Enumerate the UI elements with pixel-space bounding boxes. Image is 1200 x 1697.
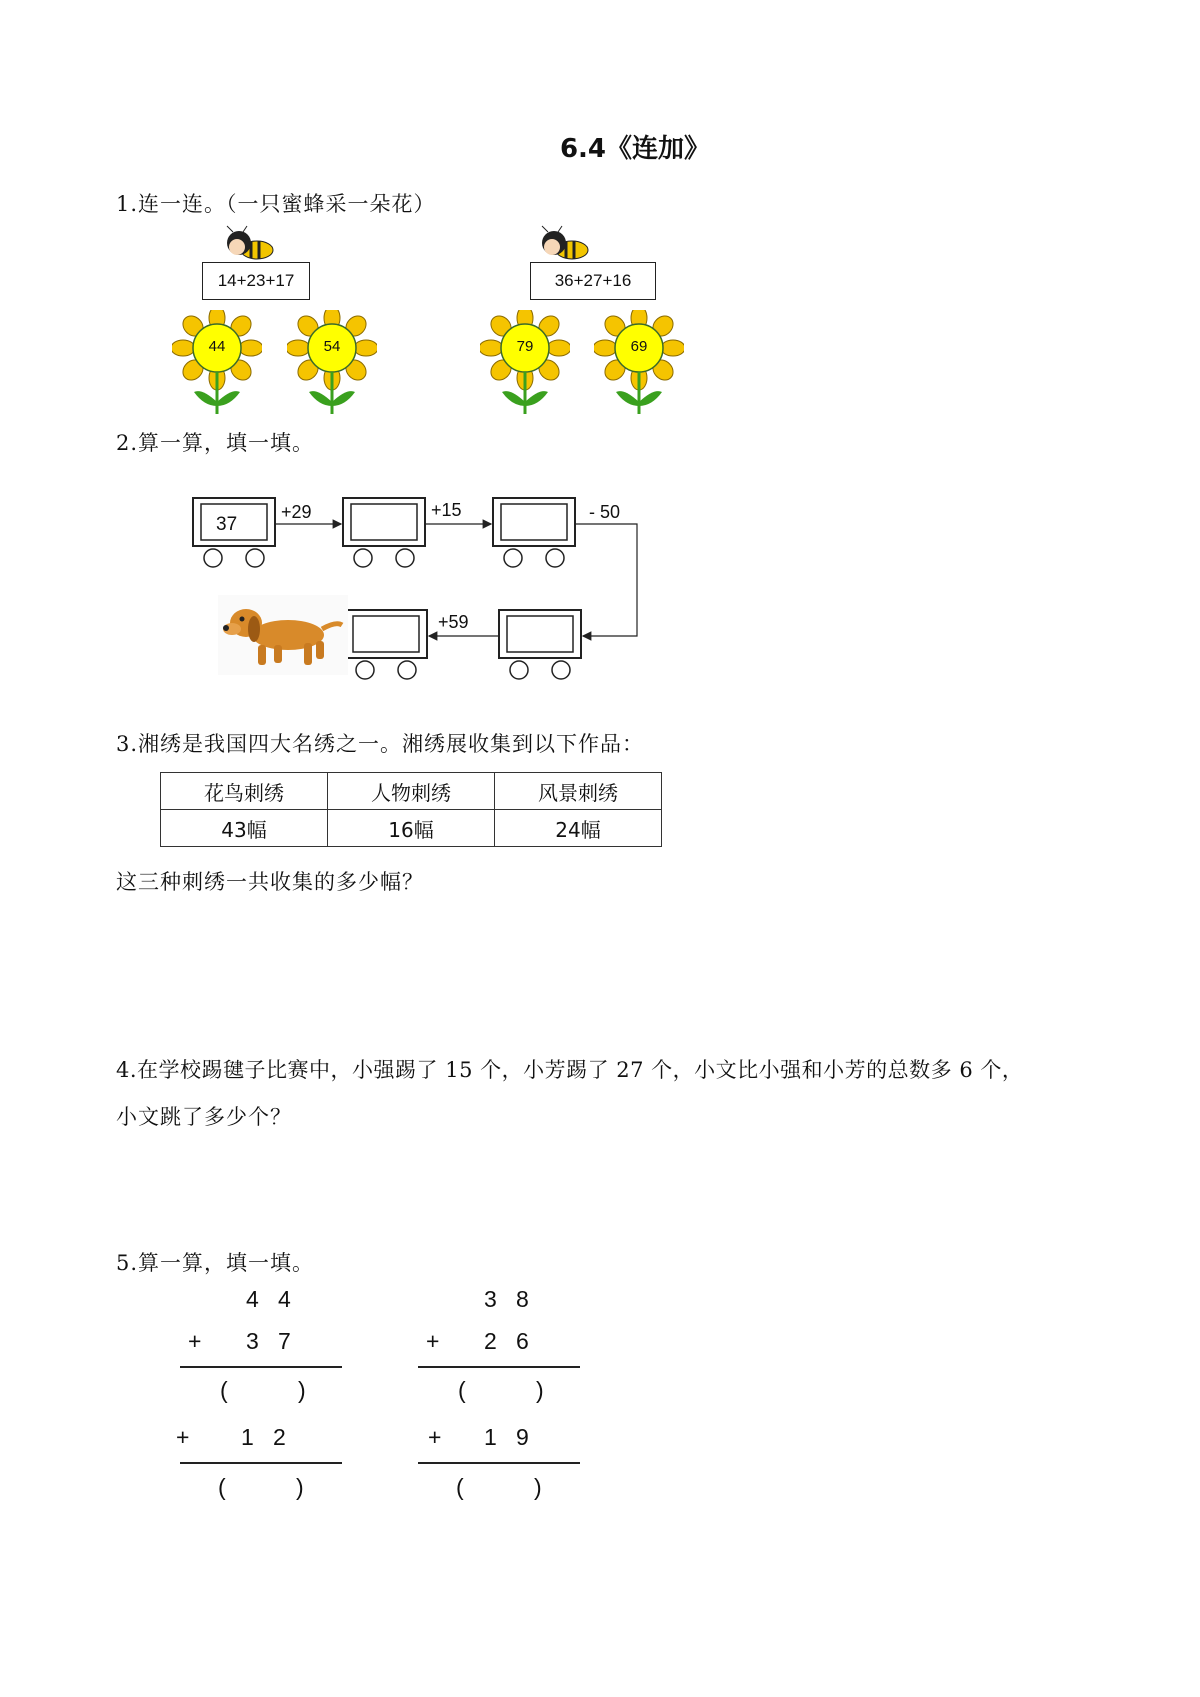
calc-line: [418, 1462, 580, 1464]
arrow: [575, 524, 637, 636]
q3-prompt: 3.湘绣是我国四大名绣之一。湘绣展收集到以下作品：: [116, 732, 645, 756]
bee-icon: [215, 225, 275, 265]
table-cell: 43幅: [161, 810, 328, 847]
table-cell: 16幅: [328, 810, 495, 847]
table-header-cell: 花鸟刺绣: [161, 773, 328, 810]
plus-sign: +: [176, 1424, 190, 1450]
plus-sign: +: [428, 1424, 442, 1450]
train-car: [499, 610, 581, 679]
answer-blank[interactable]: ( ): [220, 1377, 306, 1403]
calc-digits: 2 6: [484, 1328, 529, 1354]
calc-line: [180, 1462, 342, 1464]
table-header-cell: 风景刺绣: [495, 773, 662, 810]
plus-sign: +: [188, 1328, 202, 1354]
calc-digits: 3 8: [484, 1286, 529, 1312]
table-header-cell: 人物刺绣: [328, 773, 495, 810]
q1-prompt: 1.连一连。（一只蜜蜂采一朵花）: [116, 192, 436, 216]
flower-number: 44: [208, 338, 226, 355]
table-header-row: [161, 773, 662, 810]
operation-label: - 50: [589, 502, 621, 522]
calc-digits: 1 2: [241, 1424, 286, 1450]
plus-sign: +: [426, 1328, 440, 1354]
q3-question: 这三种刺绣一共收集的多少幅？: [116, 870, 424, 894]
train-car: [345, 610, 427, 679]
q2-prompt: 2.算一算，填一填。: [116, 431, 315, 455]
operation-label: +29: [281, 502, 312, 522]
flower[interactable]: [594, 310, 684, 419]
q4-line1: 4.在学校踢毽子比赛中，小强踢了 15 个，小芳踢了 27 个，小文比小强和小芳的总数多 6 个，: [116, 1058, 1024, 1082]
calc-digits: 1 9: [484, 1424, 529, 1450]
calc-line: [418, 1366, 580, 1368]
bee-expression-box: 14+23+17: [202, 262, 310, 300]
calc-digits: 3 7: [246, 1328, 291, 1354]
dog-icon: [218, 595, 348, 675]
sunflower-icon: [480, 310, 570, 415]
sunflower-icon: [172, 310, 262, 415]
train-car: [493, 498, 575, 567]
table-row: [161, 810, 662, 847]
flower[interactable]: [480, 310, 570, 419]
answer-blank[interactable]: ( ): [458, 1377, 544, 1403]
calc-digits: 4 4: [246, 1286, 291, 1312]
answer-blank[interactable]: ( ): [456, 1474, 542, 1500]
train-car: [343, 498, 425, 567]
answer-blank[interactable]: ( ): [218, 1474, 304, 1500]
flower-number: 54: [323, 338, 341, 355]
calc-line: [180, 1366, 342, 1368]
embroidery-table: [160, 772, 662, 847]
flower-number: 79: [516, 338, 534, 355]
bee-expression-box: 36+27+16: [530, 262, 656, 300]
bee-icon: [530, 225, 590, 265]
q5-prompt: 5.算一算，填一填。: [116, 1251, 315, 1275]
flower[interactable]: [172, 310, 262, 419]
operation-label: +59: [438, 612, 469, 632]
start-number: 37: [216, 514, 238, 535]
sunflower-icon: [287, 310, 377, 415]
table-cell: 24幅: [495, 810, 662, 847]
flower[interactable]: [287, 310, 377, 419]
q4-line2: 小文跳了多少个？: [116, 1105, 292, 1129]
operation-label: +15: [431, 500, 462, 520]
page-title: 6.4《连加》: [559, 134, 711, 164]
flower-number: 69: [630, 338, 648, 355]
sunflower-icon: [594, 310, 684, 415]
